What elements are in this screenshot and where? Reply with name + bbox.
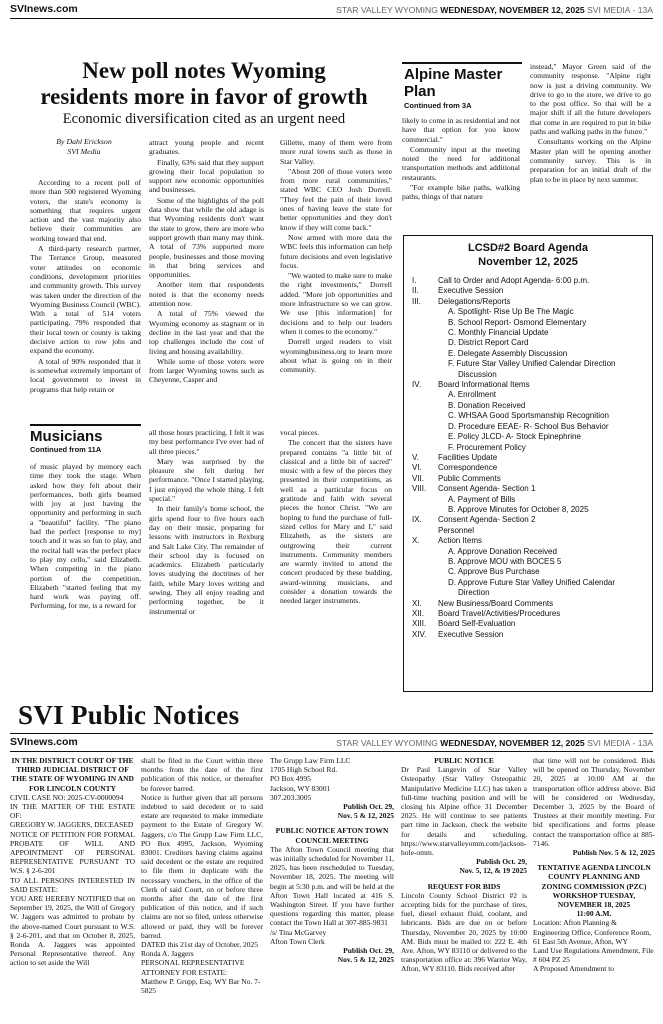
section-page: SVI MEDIA - 13A [587, 738, 653, 748]
paragraph: all those hours practicing. I felt it was my best performance I've ever had of all three pieces." [149, 428, 264, 456]
agenda-item-text: A. Enrollment [448, 390, 497, 400]
agenda-item-number: VIII. [412, 484, 427, 494]
agenda-item-text: Executive Session [438, 629, 504, 639]
byline [44, 137, 124, 157]
notice-osteopathy [401, 756, 527, 974]
musicians-column-2 [149, 428, 264, 617]
agenda-item-number: II. [412, 286, 419, 296]
paragraph: Mary was surprised by the pleasure she felt during her performance. "Once I started playing, I just enjoyed the whole thing. I felt special." [149, 456, 264, 504]
paper-name: STAR VALLEY WYOMING [336, 738, 438, 748]
agenda-item [412, 432, 646, 442]
agenda-item-text: Board Travel/Activities/Procedures [438, 609, 561, 618]
agenda-item [412, 536, 646, 546]
agenda-item-text: Facilities Update [438, 452, 498, 462]
paragraph: Consultants working on the Alpine Master plan will be opening another community survey. This is in preparation for an initial draft of the plan to be in place by next summer. [530, 137, 651, 184]
board-agenda-box [403, 235, 653, 692]
notice-line: A Proposed Amendment to [533, 964, 615, 974]
notice-heading: PUBLIC NOTICE [434, 756, 494, 765]
agenda-item [412, 349, 646, 359]
paragraph: Some of the highlights of the poll data show that while the old adage is that Wyoming residents don't want the state to grow, there are more who support growth than many may think. A total of 73% supported more people, businesses and those moving in that bring services and opportunities. [149, 195, 264, 280]
musicians-rule [30, 424, 141, 426]
issue-date: WEDNESDAY, NOVEMBER 12, 2025 [440, 5, 585, 15]
agenda-item-text: E. Delegate Assembly Discussion [448, 348, 568, 358]
paragraph: "We wanted to make sure to make the right investments," Dorrell added. "More job opportunities and more infrastructure so we can grow. We use [this information] for decisions and to help our leaders when it comes to the economy." [280, 271, 392, 336]
notice-bids-cont [533, 756, 655, 974]
paragraph: of music played by memory each time they took the stage. When asked how they felt about their performances, both girls beamed with joy at just having the opportunity and performing in such a "beautiful" facility. "The piano had the perfect [response to my] touch and it was so fun to play, and the recital hall was the perfect place to play my cello," said Elizabeth. When competing in the piano portion of the competition, Elizabeth "started feeling that my hard work was paying off. Performing, for me, is a reward for [30, 462, 141, 611]
notice-line: TO ALL PERSONS INTERESTED IN SAID ESTATE: [10, 875, 135, 894]
agenda-item-text: D. Procedure EEAE- R- School Bus Behavior [448, 421, 609, 431]
agenda-item-text: Call to Order and Adopt Agenda- 6:00 p.m. [438, 276, 590, 285]
agenda-item-text: D. District Report Card [448, 338, 529, 348]
lead-column-2 [149, 138, 264, 386]
public-notices-banner: SVI Public Notices [18, 700, 240, 730]
paragraph: Finally, 63% said that they support growing their local population to support new economic opportunities and businesses. [149, 157, 264, 195]
agenda-item [412, 619, 646, 629]
agenda-item [412, 609, 646, 619]
agenda-item-text: B. Donation Received [448, 400, 526, 410]
agenda-item [412, 526, 646, 536]
issue-date: WEDNESDAY, NOVEMBER 12, 2025 [440, 738, 585, 748]
agenda-item-number: IV. [412, 380, 422, 390]
paragraph: vocal pieces. [280, 428, 320, 437]
agenda-item-text: F. Future Star Valley Unified Calendar Direction [448, 359, 616, 369]
agenda-item-text: A. Spotlight- Rise Up Be The Magic [448, 307, 574, 317]
publish-dates: Publish Oct. 29, [343, 802, 394, 812]
headline-line-1: New poll notes Wyoming [82, 58, 326, 83]
agenda-item-text: Board Informational Items [438, 380, 530, 390]
agenda-item-text: New Business/Board Comments [438, 598, 554, 608]
agenda-item-text: B. Approve MOU with BOCES 5 [448, 556, 562, 566]
agenda-item [412, 443, 646, 453]
notice-line: Matthew P. Grupp, Esq. WY Bar No. 7-5825 [141, 976, 261, 996]
agenda-item-text: F. Procurement Policy [448, 442, 526, 452]
musicians-column-3 [280, 428, 392, 607]
banner-rule [10, 733, 653, 734]
lead-headline [12, 58, 396, 110]
agenda-item [412, 276, 646, 286]
agenda-item-text: Correspondence [438, 463, 498, 473]
agenda-item-text: E. Policy JLCD- A- Stock Epinephrine [448, 432, 581, 442]
lead-column-3 [280, 138, 392, 375]
notice-heading: TENTATIVE AGENDA LINCOLN COUNTY PLANNING AND ZONING COMMISSION (PZC) WORKSHOP TUESDAY, NOVEMBER 18, 2025 [537, 863, 651, 910]
agenda-item-number: III. [412, 296, 421, 306]
paragraph: instead," Mayor Green said of the community response. "Alpine right now is just a driving community. We drive to go to the store, we drive to go to the post office. So that will be a major shift if all the future developers that come in are required to put in bike paths and walking paths in the future." [530, 62, 651, 137]
paper-name: STAR VALLEY WYOMING [336, 5, 438, 15]
agenda-item [412, 515, 646, 525]
paragraph: A total of 90% responded that it is somewhat extremely important of local government to invest in programs that help retain or [30, 356, 141, 394]
notice-line: shall be filed in the Court within three months from the date of the first publication of this notice, or thereafter be forever barred. [141, 756, 263, 793]
paragraph: likely to come in as residential and not have that option for you know commercial." [402, 116, 520, 144]
notice-line: Afton Town Clerk [270, 936, 325, 946]
paragraph: According to a recent poll of more than 500 registered Wyoming voters, the state's economy is something that requires urgent action and the vast majority also believe their communities are working toward that end. [30, 178, 141, 243]
paragraph: A third-party research partner, The Terrance Group, measured voter attitudes on economic conditions, development priorities and community growth. This survey was taken under the direction of the Wyoming Business Council (WBC). With a total of 514 voters participating, 79% responded that their local town or county is taking decisive action to row jobs and expand the economy. [30, 244, 141, 356]
agenda-item-text: Action Items [438, 536, 483, 546]
agenda-item-text: B. Approve Minutes for October 8, 2025 [448, 504, 589, 514]
agenda-item [412, 307, 646, 317]
paragraph: Now armed with more data the WBC feels this information can help future decisions and even legislative focus. [280, 232, 392, 270]
agenda-item [412, 401, 646, 411]
agenda-item [412, 318, 646, 328]
agenda-item-number: VI. [412, 463, 422, 473]
agenda-item-text: Consent Agenda- Section 2 [438, 515, 536, 525]
notice-line: The Grupp Law Firm LLC [270, 756, 351, 765]
agenda-title [404, 241, 652, 269]
paragraph: In their family's home school, the girls spend four to five hours each day on their music, preparing for lessons with instructors in Rexburg and Salt Lake City. The remainder of their school day is focused on academics. Elizabeth particularly loves studying the doctrines of her faith, while Mary loves writing and sewing. They all enjoy reading and performing together, be it instrumental or [149, 504, 264, 616]
publish-dates: Publish Oct. 29, [343, 946, 394, 956]
byline-author: By Dahl Erickson [56, 137, 112, 146]
agenda-item [412, 463, 646, 473]
agenda-item-number: IX. [412, 515, 422, 525]
alpine-title-line-1: Alpine Master [404, 66, 503, 83]
site-name: SVInews.com [10, 3, 78, 15]
page-header-info [336, 5, 653, 15]
agenda-item [412, 557, 646, 567]
notice-afton-council [270, 756, 394, 964]
notice-probate-cont [141, 756, 263, 995]
publish-dates: Publish Nov. 5 & 12, 2025 [572, 848, 655, 858]
agenda-item [412, 588, 646, 598]
notice-line: that time will not be considered. Bids will be opened on Thursday, November 20, 2025 at 10:00 AM at the transportation office address above. Bid will be considered on Wednesday, December 3, 2025 by the Board of Trustees at their monthly meeting. For bid specifications and forms please contact the transportation office at 885-7146. [533, 756, 655, 848]
agenda-list [412, 276, 646, 640]
headline-line-2: residents more in favor of growth [40, 84, 368, 109]
agenda-item-text: Delegations/Reports [438, 296, 511, 306]
agenda-item [412, 390, 646, 400]
agenda-item-text: Discussion [458, 369, 497, 379]
agenda-item [412, 286, 646, 296]
agenda-item [412, 484, 646, 494]
alpine-title [404, 66, 522, 100]
agenda-item [412, 422, 646, 432]
agenda-item-number: XI. [412, 598, 422, 608]
alpine-title-line-2: Plan [404, 83, 436, 100]
agenda-item-text: A. Approve Donation Received [448, 546, 557, 556]
agenda-item [412, 338, 646, 348]
agenda-item-text: C. WHSAA Good Sportsmanship Recognition [448, 411, 609, 421]
paragraph: "About 200 of those voters were from more rural communities," stated WBC CEO Josh Dorrell. "They feel the pain of their loved ones of having leave the state for better opportunities and they don't know if they will come back." [280, 166, 392, 232]
paragraph: While some of those voters were from larger Wyoming towns such as Cheyenne, Casper and [149, 356, 264, 385]
lead-deck: Economic diversification cited as an urgent need [62, 111, 346, 127]
agenda-item-text: Public Comments [438, 473, 501, 483]
agenda-item [412, 578, 646, 588]
musicians-continued: Continued from 11A [30, 445, 102, 454]
publish-dates: Nov. 5 & 12, 2025 [337, 811, 394, 821]
notice-line: 307.203.3005 [270, 792, 312, 802]
agenda-title-line-1: LCSD#2 Board Agenda [467, 242, 588, 254]
agenda-item [412, 630, 646, 640]
agenda-item [412, 328, 646, 338]
agenda-item-text: Executive Session [438, 286, 504, 296]
paragraph: Another item that respondents noted is that the economy needs attention now. [149, 280, 264, 309]
notice-line: ATTORNEY FOR ESTATE: [141, 967, 228, 977]
agenda-item-number: I. [412, 276, 417, 285]
agenda-item-text: A. Payment of Bills [448, 494, 516, 504]
agenda-item [412, 380, 646, 390]
byline-org: SVI Media [67, 147, 101, 156]
agenda-item [412, 567, 646, 577]
agenda-item-number: XIV. [412, 629, 427, 639]
notice-line: /s/ Tina McGarvey [270, 927, 327, 937]
notice-line: PERSONAL REPRESENTATIVE [141, 958, 245, 968]
page-header-info-bottom [336, 738, 653, 748]
agenda-item [412, 370, 646, 380]
agenda-item-text: D. Approve Future Star Valley Unified Calendar [448, 577, 616, 587]
paragraph: A total of 75% viewed the Wyoming economy as stagnant or in decline in the last year and that the top challenges include the cost of living and housing availability. [149, 309, 264, 356]
agenda-item-text: Personnel [438, 525, 475, 535]
agenda-item-text: B. School Report- Osmond Elementary [448, 317, 587, 327]
notice-line: GREGORY W. JAGGERS, DECEASED [10, 820, 134, 830]
notice-probate [10, 756, 135, 968]
alpine-column-2 [530, 62, 651, 185]
agenda-item-text: C. Monthly Financial Update [448, 328, 549, 338]
notice-line: Location: Afton Planning & Engineering Office, Conference Room, 61 East 5th Avenue, Afton, WY [533, 918, 651, 946]
notice-heading: REQUEST FOR BIDS [427, 881, 501, 891]
agenda-date: November 12, 2025 [478, 256, 578, 268]
agenda-item-text: Consent Agenda- Section 1 [438, 484, 536, 494]
agenda-item [412, 599, 646, 609]
agenda-item-text: Board Self-Evaluation [438, 619, 516, 629]
publish-dates: Publish Oct. 29, [476, 857, 527, 867]
notice-line: NOTICE OF PETITION FOR FORMAL PROBATE OF WILL AND APPOINTMENT OF PERSONAL REPRESENTATIVE PURSUANT TO W.S. § 2-6-201 [10, 829, 135, 876]
publish-dates: Nov. 5 & 12, 2025 [337, 955, 394, 965]
agenda-item-text: C. Approve Bus Purchase [448, 567, 540, 577]
agenda-item-text: Direction [458, 588, 490, 598]
agenda-item-number: XIII. [412, 619, 427, 629]
lead-column-1 [30, 178, 141, 395]
agenda-item [412, 474, 646, 484]
agenda-item [412, 297, 646, 307]
notice-line: Ronda A. Jaggers [141, 949, 194, 959]
musicians-title: Musicians [30, 428, 103, 445]
paragraph: attract young people and recent graduates. [149, 138, 264, 157]
agenda-item-number: VII. [412, 473, 425, 483]
paragraph: The concert that the sisters have prepared contains "a little bit of classical and a little bit of sacred" music with a few of the pieces they presented in their competitions, as well as a particular focus on gratitude and faith with several pieces the honor Christ. "We are hoping to fund the purchase of full-sized cellos for Mary and I," said Elizabeth, as the sisters are outgrowing their current instruments. Community members are warmly invited to attend the concert produced by these budding, award-winning musicians, and consider a donation towards the needed larger instruments. [280, 438, 392, 606]
section-page: SVI MEDIA - 13A [587, 5, 653, 15]
agenda-item [412, 547, 646, 557]
agenda-item [412, 505, 646, 515]
notice-line: Lincoln County School District #2 is accepting bids for the purchase of tires, fuel, diesel exhaust fluid, coolant, and lubricants. Bids are due on or before Thursday, November 20, 2025 by 10:00 AM. Bids must be mailed to: 222 E. 4th Ave. Afton, WY 83110 or delivered to the transportation office at: 396 Warrior Way, Afton, WY 83110. Bids received after [401, 890, 527, 974]
alpine-continued: Continued from 3A [404, 101, 472, 110]
notice-line: Jackson, WY 83001 [270, 783, 331, 793]
notice-line: The Afton Town Council meeting that was initially scheduled for November 11, 2025, has been rescheduled to Tuesday, November 18, 2025. The meeting will begin at 5:30 p.m. and will be held at the Afton Town Hall located at 416 S. Washington Street. If you have further questions regarding this matter, please contact the Town Hall at 307-885-9831 [270, 844, 394, 928]
publish-dates: Nov. 5, 12, & 19 2025 [459, 866, 527, 876]
alpine-rule [402, 62, 522, 64]
notice-line: IN THE MATTER OF THE ESTATE OF: [10, 802, 135, 821]
alpine-column-1 [402, 116, 520, 203]
notice-line: Notice is further given that all persons indebted to said decedent or to said estate are requested to make immediate payment to the Estate of Gregory W. Jaggers, c/o The Grupp Law Firm LLC, PO Box 4995, Jackson, Wyoming 83001. Creditors having claims against said decedent or the estate are required to file them in duplicate with the necessary vouchers, in the office of the Clerk of said Court, on or before three months after the date of the first publication of this notice, and if such claims are not so filed, unless otherwise allowed or paid, they will be forever barred. [141, 792, 263, 940]
agenda-item [412, 453, 646, 463]
paragraph: Dorrell urged readers to visit wyomingbusiness.org to learn more about what is going on in their community. [280, 337, 392, 375]
notice-line: 1705 High School Rd. [270, 765, 338, 775]
paragraph: "For example bike paths, walking paths, things of that nature [402, 183, 520, 202]
site-name-bottom: SVInews.com [10, 736, 78, 748]
notice-time: 11:00 A.M. [576, 909, 612, 919]
notice-line: DATED this 21st day of October, 2025 [141, 940, 258, 950]
agenda-item-number: V. [412, 452, 419, 462]
header-rule-bottom [10, 751, 653, 752]
notice-line: CIVIL CASE NO: 2025-CV-0000094 [10, 792, 124, 802]
notice-line: Land Use Regulations Amendment, File # 604 PZ 25 [533, 946, 654, 965]
paragraph: Gillette, many of them were from more rural towns such as those in Star Valley. [280, 138, 392, 166]
paragraph: Community input at the meeting noted the need for additional transportation methods and additional restaurants. [402, 144, 520, 182]
agenda-item-number: XII. [412, 609, 425, 618]
notice-heading: IN THE DISTRICT COURT OF THE THIRD JUDICIAL DISTRICT OF THE STATE OF WYOMING IN AND FOR LINCOLN COUNTY [11, 756, 134, 793]
agenda-item [412, 411, 646, 421]
notice-line: YOU ARE HEREBY NOTIFIED that on September 19, 2025, the Will of Gregory W. Jaggers was admitted to probate by the above-named Court pursuant to W.S. § 2-6-201, and that on October 8, 2025, Ronda A. Jaggers was appointed Personal Representative thereof. Any action to set aside the Will [10, 894, 135, 968]
agenda-item-number: X. [412, 536, 420, 546]
notice-heading: PUBLIC NOTICE AFTON TOWN COUNCIL MEETING [275, 826, 389, 845]
agenda-item [412, 495, 646, 505]
notice-line: PO Box 4995 [270, 774, 311, 784]
musicians-column-1 [30, 462, 141, 612]
header-rule [10, 18, 653, 19]
notice-line: Dr Paul Langevin of Star Valley Osteopathy (Star Valley Osteopathic Manipulative Medicine LLC) has taken a full-time teaching position and will be closing his Alpine office 31 December 2025. He will continue to see patients part time in Jackson, check the website for details and scheduling, https://www.starvalleyomm.com/jackson-hole-omm. [401, 765, 527, 858]
agenda-item [412, 359, 646, 369]
